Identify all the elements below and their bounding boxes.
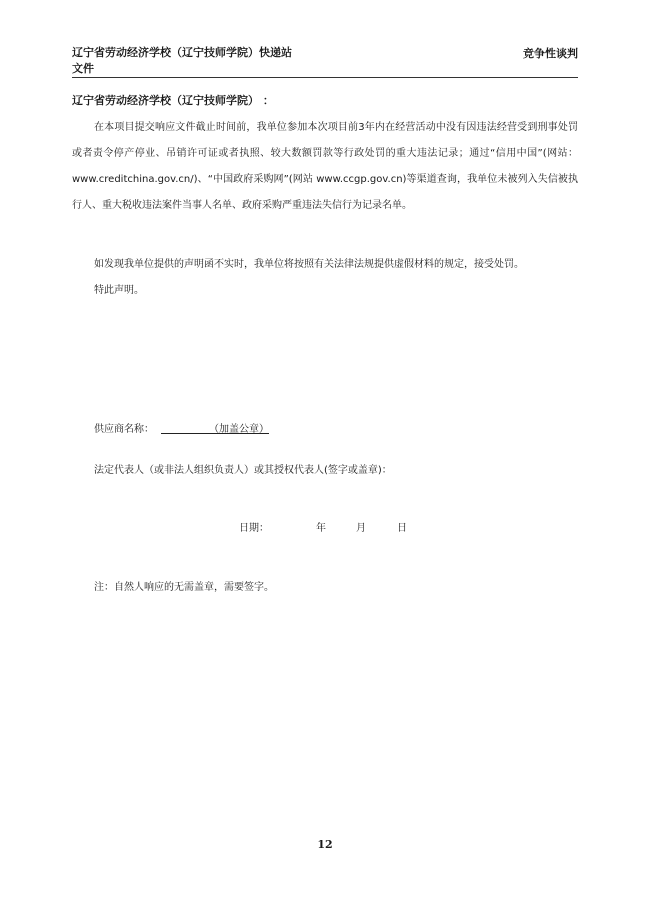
supplier-name-label: 供应商名称： [94,424,154,435]
header-title-line1: 辽宁省劳动经济学校（辽宁技师学院）快递站 [72,46,292,59]
header-rule [72,77,578,78]
header-title [72,45,292,77]
closing-paragraph: 特此声明。 [94,285,144,296]
date-year-label: 年 [316,523,326,534]
footnote: 注：自然人响应的无需盖章，需要签字。 [94,582,274,593]
date-label: 日期： [239,523,269,534]
supplier-name-field[interactable] [161,420,269,434]
legal-representative-label: 法定代表人（或非法人组织负责人）或其授权代表人(签字或盖章)： [94,465,392,476]
page-number: 12 [317,838,333,851]
date-day-label: 日 [397,523,407,534]
header-doc-type: 竞争性谈判 [523,47,578,60]
penalty-paragraph: 如发现我单位提供的声明函不实时，我单位将按照有关法律法规提供虚假材料的规定，接受处罚。 [94,259,524,270]
addressee: 辽宁省劳动经济学校（辽宁技师学院） ： [72,94,274,107]
seal-hint: （加盖公章） [209,424,269,435]
header-title-line2: 文件 [72,62,94,75]
declaration-paragraph: 在本项目提交响应文件截止时间前，我单位参加本次项目前3年内在经营活动中没有因违法经营受到刑事处罚或者责令停产停业、吊销许可证或者执照、较大数额罚款等行政处罚的重大违法记录；通过“信用中国”(网站：www.creditchina.gov.cn/)、“中国政府采购网”(网站 www.ccgp.gov.cn)等渠道查询，我单位未被列入失信被执行人、重大税收违法案件当事人名单、政府采购严重违法失信行为记录名单。 [72,122,578,211]
date-month-label: 月 [356,523,366,534]
